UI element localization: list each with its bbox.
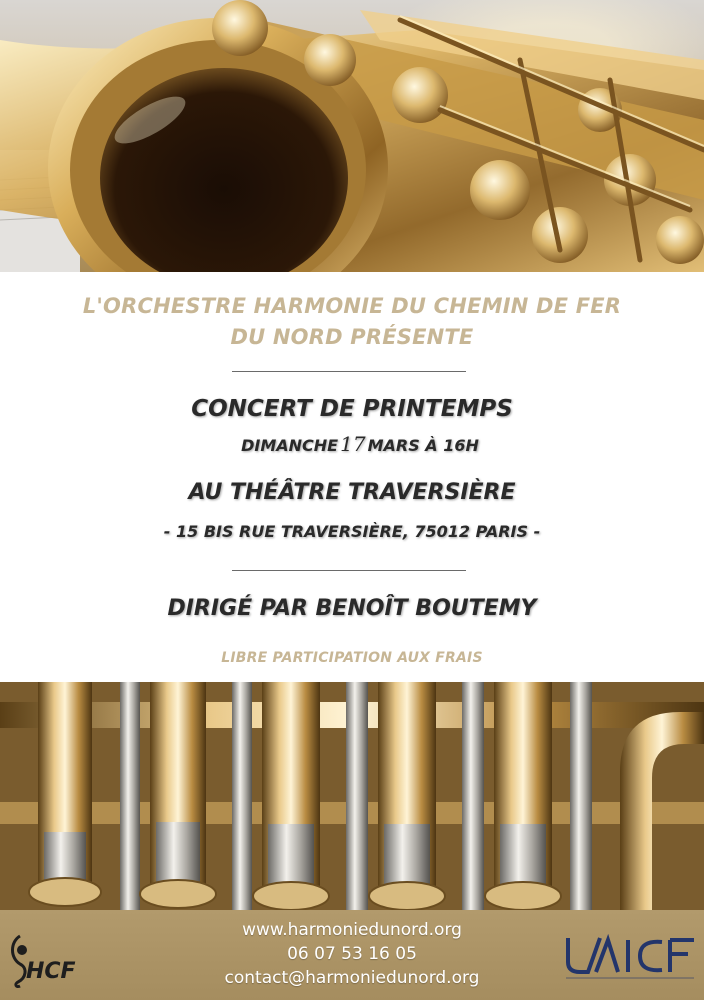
saxophone-photo bbox=[0, 0, 704, 272]
intro-line-1: L'ORCHESTRE HARMONIE DU CHEMIN DE FER bbox=[82, 294, 622, 318]
event-conductor: DIRIGÉ PAR BENOÎT BOUTEMY bbox=[167, 596, 537, 621]
event-date bbox=[8, 432, 704, 456]
phone-number: 06 07 53 16 05 bbox=[287, 944, 417, 964]
email-link[interactable]: contact@harmoniedunord.org bbox=[224, 968, 480, 988]
divider-bottom bbox=[232, 570, 466, 571]
svg-text:HCF: HCF bbox=[26, 959, 76, 984]
event-pricing: LIBRE PARTICIPATION AUX FRAIS bbox=[221, 650, 483, 666]
brass-valves-photo bbox=[0, 682, 704, 910]
website-link[interactable]: www.harmoniedunord.org bbox=[242, 920, 462, 940]
event-title: CONCERT DE PRINTEMPS bbox=[191, 396, 513, 422]
intro-line-2: DU NORD PRÉSENTE bbox=[230, 325, 474, 349]
divider-top bbox=[232, 371, 466, 372]
info-panel bbox=[0, 272, 704, 682]
date-day: 17 bbox=[340, 432, 366, 456]
uaicf-logo bbox=[562, 932, 698, 984]
date-prefix: DIMANCHE bbox=[241, 436, 339, 455]
date-suffix: MARS À 16H bbox=[367, 436, 479, 455]
contact-footer bbox=[0, 910, 704, 1000]
event-venue: AU THÉÂTRE TRAVERSIÈRE bbox=[188, 480, 516, 505]
event-address: - 15 BIS RUE TRAVERSIÈRE, 75012 PARIS - bbox=[163, 522, 541, 541]
